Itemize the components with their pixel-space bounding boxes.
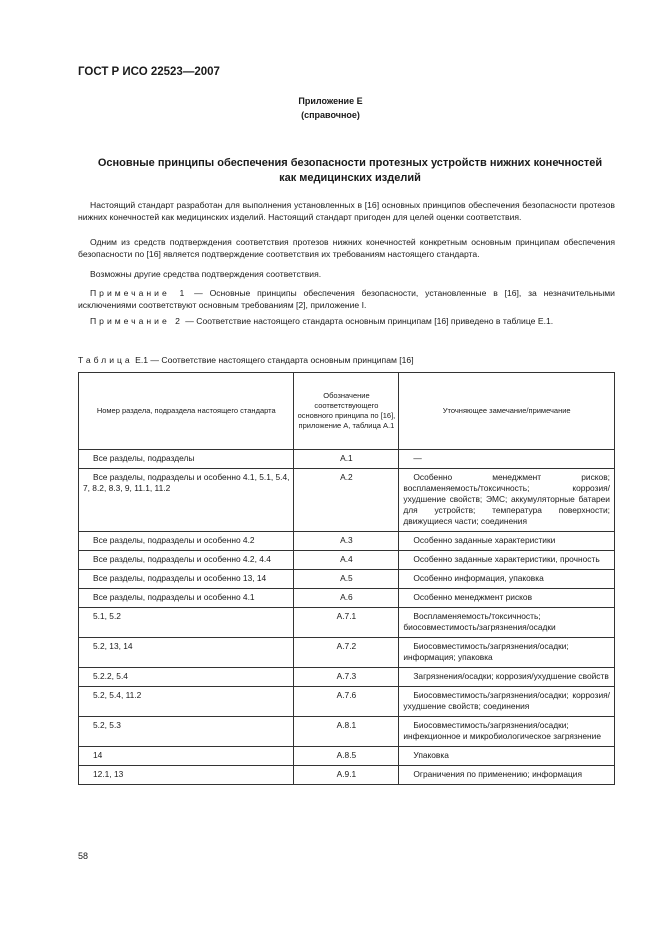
cell-section-number: Все разделы, подразделы и особенно 4.1: [79, 589, 294, 608]
table-row: [79, 668, 615, 687]
cell-remark: Особенно менеджмент рисков: [399, 589, 615, 608]
table-caption-text: Е.1 — Соответствие настоящего стандарта основным принципам [16]: [132, 355, 414, 365]
table-row: [79, 687, 615, 717]
cell-principle: А.6: [294, 589, 399, 608]
cell-section-number: Все разделы, подразделы и особенно 13, 14: [79, 570, 294, 589]
cell-principle: А.7.3: [294, 668, 399, 687]
cell-section-number: Все разделы, подразделы и особенно 4.1, 5.1, 5.4, 7, 8.2, 8.3, 9, 11.1, 11.2: [79, 469, 294, 532]
cell-principle: А.8.5: [294, 747, 399, 766]
paragraph-other-means: Возможны другие средства подтверждения соответствия.: [90, 269, 322, 279]
note-1-label: Примечание 1: [90, 288, 188, 298]
table-row: [79, 717, 615, 747]
page-number: 58: [78, 851, 89, 861]
note-2-text: — Соответствие настоящего стандарта основным принципам [16] приведено в таблице Е.1.: [182, 316, 554, 326]
cell-principle: А.7.2: [294, 638, 399, 668]
cell-principle: А.7.1: [294, 608, 399, 638]
section-title-line2: как медицинских изделий: [279, 172, 421, 184]
cell-remark: Биосовместимость/загрязнения/осадки; коррозия/ухудшение свойств; соединения: [399, 687, 615, 717]
table-row: [79, 551, 615, 570]
cell-remark: Особенно заданные характеристики, прочность: [399, 551, 615, 570]
cell-principle: А.1: [294, 450, 399, 469]
table-row: [79, 532, 615, 551]
table-header-row: [79, 373, 615, 450]
cell-principle: А.5: [294, 570, 399, 589]
cell-principle: А.9.1: [294, 766, 399, 785]
cell-principle: А.8.1: [294, 717, 399, 747]
paragraph-conformity: Одним из средств подтверждения соответствия протезов нижних конечностей конкретным основным принципам обеспечения безопасности по [16] является подтверждение соответствия их требованиям настоящего стандарта.: [78, 237, 615, 259]
note-2-label: Примечание 2: [90, 316, 183, 326]
cell-principle: А.3: [294, 532, 399, 551]
cell-remark: Особенно заданные характеристики: [399, 532, 615, 551]
note-1-text: — Основные принципы обеспечения безопасности, установленные в [16], за незначительными исключениями соответствуют основным требованиям [2], приложение I.: [78, 288, 615, 310]
table-row: [79, 570, 615, 589]
cell-remark: Воспламеняемость/токсичность; биосовместимость/загрязнения/осадки: [399, 608, 615, 638]
cell-principle: А.7.6: [294, 687, 399, 717]
section-title-line1: Основные принципы обеспечения безопасности протезных устройств нижних конечностей: [97, 157, 603, 169]
cell-section-number: 5.2.2, 5.4: [79, 668, 294, 687]
table-caption: [78, 355, 414, 365]
cell-remark: Особенно менеджмент рисков; воспламеняемость/токсичность; коррозия/ухудшение свойств; ЭМС; аккумуляторные батареи для устройств; температура поверхности; движущиеся части; соединения: [399, 469, 615, 532]
cell-section-number: 12.1, 13: [79, 766, 294, 785]
cell-remark: Биосовместимость/загрязнения/осадки; инфекционное и микробиологическое загрязнение: [399, 717, 615, 747]
cell-section-number: 5.2, 5.4, 11.2: [79, 687, 294, 717]
table-row: [79, 450, 615, 469]
table-row: [79, 638, 615, 668]
cell-remark: —: [399, 450, 615, 469]
conformity-table: [78, 372, 615, 785]
note-2: [78, 315, 615, 327]
cell-principle: А.2: [294, 469, 399, 532]
annex-title: Приложение Е: [298, 96, 363, 106]
table-row: [79, 608, 615, 638]
cell-section-number: 5.2, 5.3: [79, 717, 294, 747]
standard-header: ГОСТ Р ИСО 22523—2007: [78, 66, 220, 78]
cell-section-number: 5.2, 13, 14: [79, 638, 294, 668]
annex-subtitle: (справочное): [301, 110, 360, 120]
cell-principle: А.4: [294, 551, 399, 570]
table-row: [79, 469, 615, 532]
header-remark: Уточняющее замечание/примечание: [399, 373, 615, 450]
cell-section-number: 14: [79, 747, 294, 766]
cell-remark: Ограничения по применению; информация: [399, 766, 615, 785]
cell-section-number: Все разделы, подразделы и особенно 4.2, 4.4: [79, 551, 294, 570]
cell-section-number: Все разделы, подразделы и особенно 4.2: [79, 532, 294, 551]
header-section-number: Номер раздела, подраздела настоящего стандарта: [79, 373, 294, 450]
table-row: [79, 766, 615, 785]
cell-section-number: 5.1, 5.2: [79, 608, 294, 638]
note-1: [78, 287, 615, 311]
table-row: [79, 589, 615, 608]
header-principle-designation: Обозначение соответствующего основного принципа по [16], приложение А, таблица А.1: [294, 373, 399, 450]
cell-remark: Упаковка: [399, 747, 615, 766]
paragraph-intro: Настоящий стандарт разработан для выполнения установленных в [16] основных принципов обеспечения безопасности протезов нижних конечностей как медицинских изделий. Настоящий стандарт пригоден для целей оценки соответствия.: [78, 200, 615, 222]
table-row: [79, 747, 615, 766]
cell-remark: Особенно информация, упаковка: [399, 570, 615, 589]
table-caption-label: Таблица: [78, 355, 133, 365]
cell-section-number: Все разделы, подразделы: [79, 450, 294, 469]
cell-remark: Биосовместимость/загрязнения/осадки; информация; упаковка: [399, 638, 615, 668]
cell-remark: Загрязнения/осадки; коррозия/ухудшение свойств: [399, 668, 615, 687]
